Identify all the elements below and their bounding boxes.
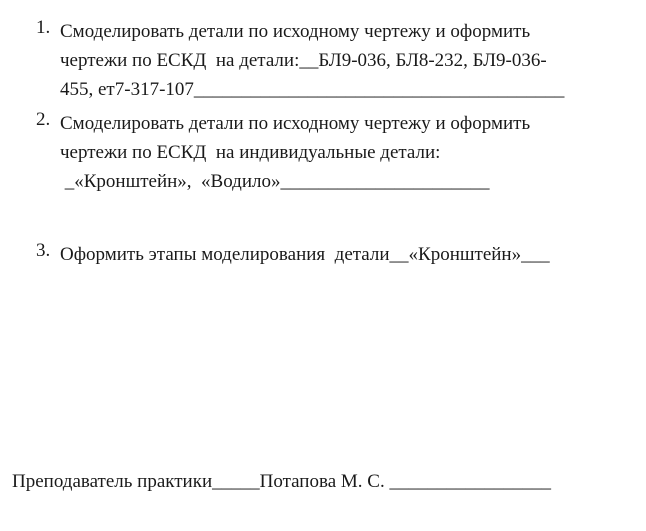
- task-text-line: Смоделировать детали по исходному чертежу и оформить: [60, 21, 531, 42]
- task-text-line: чертежи по ЕСКД на индивидуальные детали:: [60, 142, 441, 163]
- task-number: 2.: [36, 109, 51, 130]
- teacher-signature-line: Преподаватель практики_____Потапова М. С. _________________: [12, 471, 551, 492]
- task-text: [60, 109, 620, 196]
- task-text-line: Оформить этапы моделирования детали__«Кронштейн»___: [60, 244, 550, 265]
- task-number: 3.: [36, 240, 51, 261]
- task-text-line: чертежи по ЕСКД на детали:__БЛ9-036, БЛ8-232, БЛ9-036-: [60, 50, 547, 71]
- task-number: 1.: [36, 17, 51, 38]
- task-text: [60, 17, 620, 104]
- task-text-line: Смоделировать детали по исходному чертежу и оформить: [60, 113, 531, 134]
- task-text: [60, 240, 620, 269]
- task-text-line: 455, ет7-317-107_______________________________________: [60, 79, 565, 100]
- task-text-line: _«Кронштейн», «Водило»______________________: [60, 171, 490, 192]
